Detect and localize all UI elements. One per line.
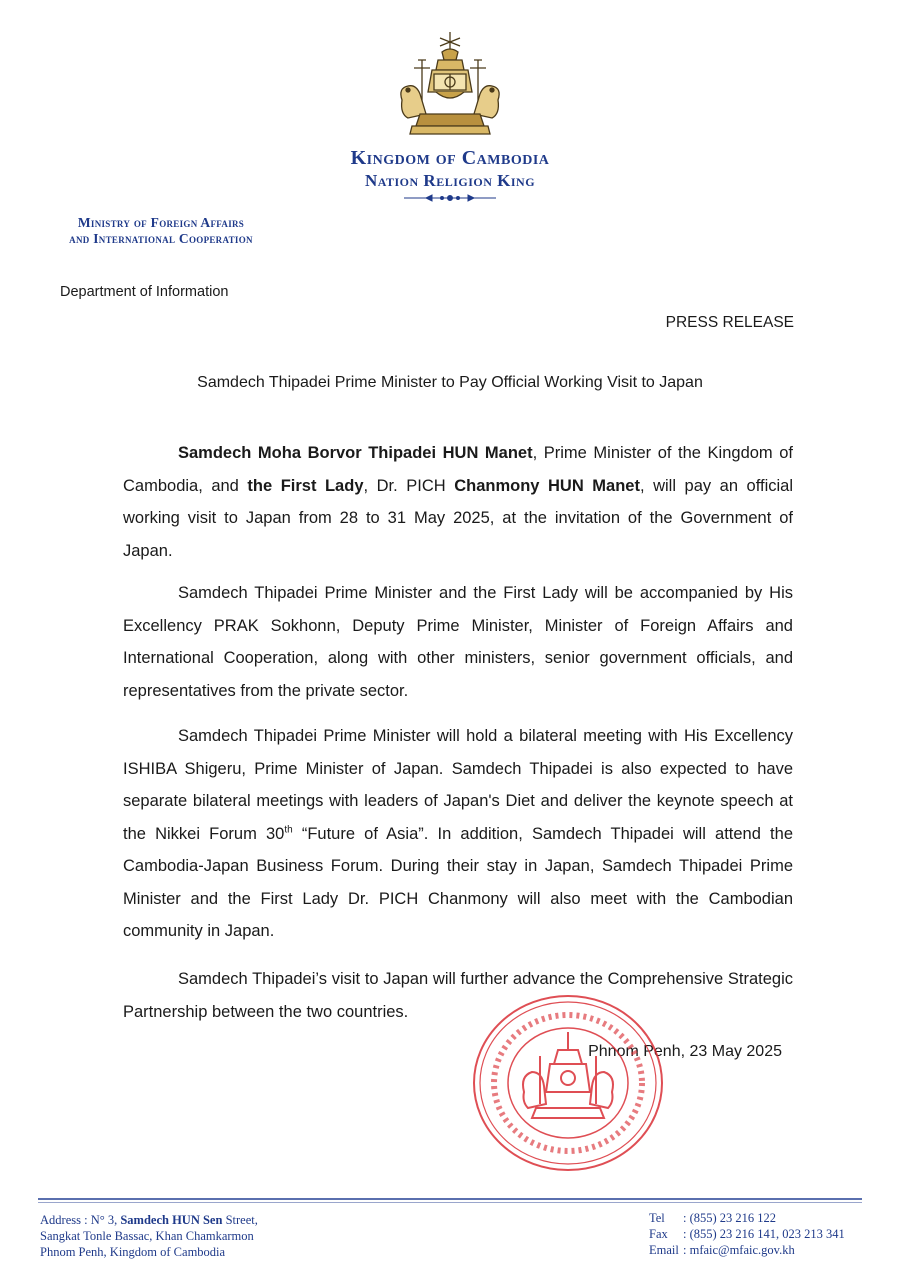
footer-address <box>40 1212 258 1260</box>
address-line-2: Sangkat Tonle Bassac, Khan Chamkarmon <box>40 1229 254 1243</box>
email-label: Email <box>649 1243 679 1257</box>
first-lady-label: the First Lady <box>247 476 364 495</box>
first-lady-name: Chanmony HUN Manet <box>454 476 640 495</box>
address-prefix: Address : N° 3, <box>40 1213 121 1227</box>
document-type: PRESS RELEASE <box>665 314 794 331</box>
fax-value: : (855) 23 216 141, 023 213 341 <box>683 1227 845 1241</box>
ornament-divider-icon <box>404 193 496 203</box>
tel-value: : (855) 23 216 122 <box>683 1211 777 1225</box>
address-line-3: Phnom Penh, Kingdom of Cambodia <box>40 1245 226 1259</box>
dateline: Phnom Penh, 23 May 2025 <box>588 1043 782 1060</box>
pm-name: Samdech Moha Borvor Thipadei HUN Manet <box>178 444 533 462</box>
official-seal-icon <box>470 992 666 1174</box>
paragraph-2-text: Samdech Thipadei Prime Minister and the First Lady will be accompanied by His Excellency PRAK Sokhonn, Deputy Prime Minister, Minister of Foreign Affairs and International Cooperation, along with other ministers, senior government officials, and representatives from the private sector. <box>123 584 793 700</box>
ministry-name-line1: Ministry of Foreign Affairs <box>77 215 245 230</box>
letterhead-motto: Nation Religion King <box>364 171 536 190</box>
paragraph-4-text: Samdech Thipadei’s visit to Japan will further advance the Comprehensive Strategic Partnership between the two countries. <box>123 970 793 1021</box>
fax-label: Fax <box>649 1227 668 1241</box>
paragraph-3-text-b: “Future of Asia”. In addition, Samdech Thipadei will attend the Cambodia-Japan Business Forum. During their stay in Japan, Samdech Thipadei Prime Minister and the First Lady Dr. PICH Chanmony will also meet with the Cambodian community in Japan. <box>123 824 793 940</box>
footer-contact <box>649 1210 845 1258</box>
royal-coat-of-arms-icon <box>392 30 508 138</box>
tel-row <box>649 1210 845 1226</box>
ministry-name-line2: and International Cooperation <box>69 231 253 246</box>
address-line-1 <box>40 1212 258 1228</box>
footer-divider <box>38 1198 862 1200</box>
paragraph-1-text-b: , Dr. PICH <box>363 476 455 495</box>
paragraph-3 <box>123 720 793 948</box>
address-street-name: Samdech HUN Sen <box>120 1213 223 1227</box>
letterhead-kingdom: Kingdom of Cambodia <box>350 147 550 169</box>
tel-label: Tel <box>649 1211 665 1225</box>
paragraph-1 <box>123 437 793 567</box>
paragraph-3-text-a: Samdech Thipadei Prime Minister will hold a bilateral meeting with His Excellency ISHIBA Shigeru, Prime Minister of Japan. Samdech Thipadei is also expected to have separate bilateral meetings with leaders of Japan's Diet and deliver the keynote speech at the Nikkei Forum 30 <box>123 727 793 843</box>
ordinal-superscript: th <box>284 824 293 835</box>
press-release-title: Samdech Thipadei Prime Minister to Pay Official Working Visit to Japan <box>197 374 703 391</box>
paragraph-1-text-a: , Prime Minister of the Kingdom of Cambodia, and <box>123 444 793 495</box>
department-label: Department of Information <box>60 284 229 300</box>
paragraph-1-text-c: , will pay an official working visit to Japan from 28 to 31 May 2025, at the invitation of the Government of Japan. <box>123 476 794 560</box>
footer-divider-secondary <box>38 1202 862 1203</box>
email-row <box>649 1242 845 1258</box>
paragraph-2 <box>123 577 793 707</box>
paragraph-4 <box>123 963 793 1028</box>
address-street-suffix: Street, <box>222 1213 258 1227</box>
email-value[interactable]: : mfaic@mfaic.gov.kh <box>683 1243 795 1257</box>
fax-row <box>649 1226 845 1242</box>
